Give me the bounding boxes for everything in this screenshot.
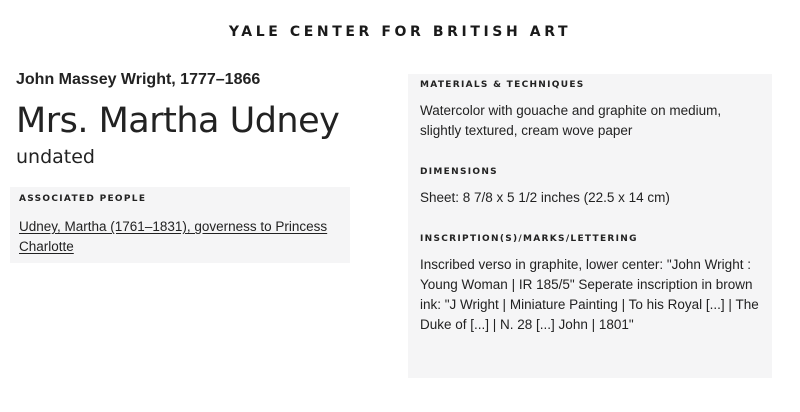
artwork-date: undated — [16, 146, 95, 168]
inscriptions-field — [420, 232, 764, 335]
artist-name: John Massey Wright, 1777–1866 — [16, 71, 261, 88]
inscriptions-value: Inscribed verso in graphite, lower center: "John Wright : Young Woman | IR 185/5" Seperate inscription in brown ink: "J Wright | Miniature Painting | To his Royal [...] | The Duke of [...] | N. 28 [...] John | 1801" — [420, 257, 759, 332]
associated-people-section — [10, 187, 350, 263]
site-title[interactable]: YALE CENTER FOR BRITISH ART — [228, 24, 572, 40]
dimensions-field — [420, 165, 764, 208]
artwork-summary — [16, 70, 356, 169]
materials-field — [420, 78, 764, 141]
inscriptions-label: INSCRIPTION(S)/MARKS/LETTERING — [420, 234, 638, 244]
dimensions-value: Sheet: 8 7/8 x 5 1/2 inches (22.5 x 14 cm) — [420, 190, 670, 205]
materials-value: Watercolor with gouache and graphite on medium, slightly textured, cream wove paper — [420, 103, 722, 138]
associated-person-link[interactable]: Udney, Martha (1761–1831), governess to Princess Charlotte — [19, 219, 328, 254]
materials-label: MATERIALS & TECHNIQUES — [420, 80, 585, 90]
artwork-details-panel — [408, 74, 772, 378]
associated-people-label: ASSOCIATED PEOPLE — [19, 194, 147, 204]
artwork-title: Mrs. Martha Udney — [16, 101, 340, 141]
dimensions-label: DIMENSIONS — [420, 167, 498, 177]
